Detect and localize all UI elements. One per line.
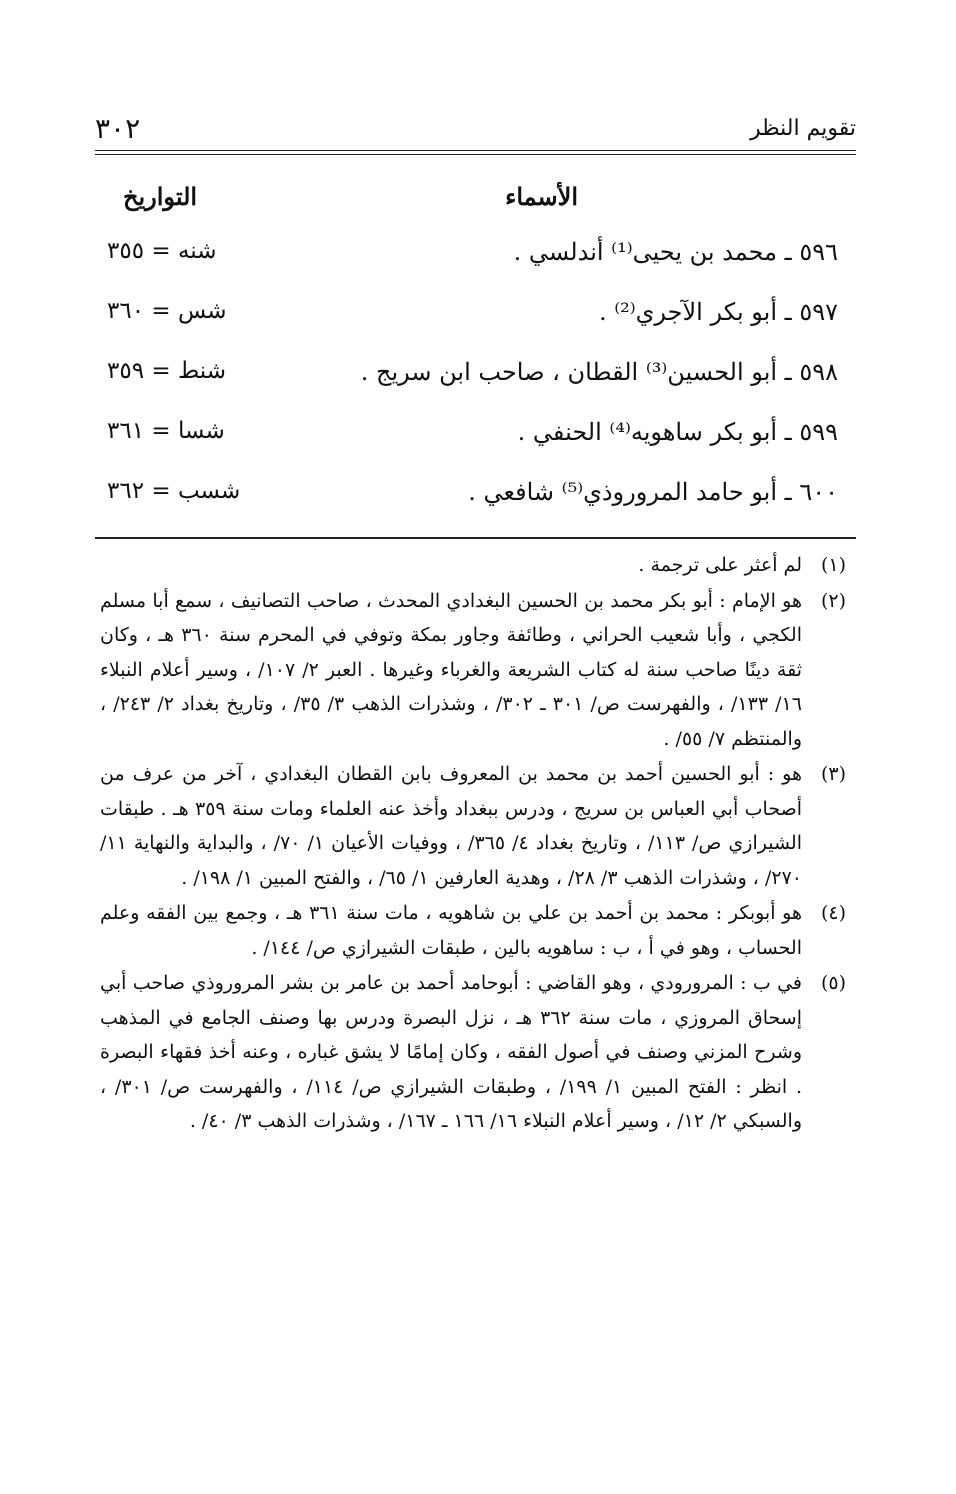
list-item [95,358,838,418]
footnote-text: هو الإمام : أبو بكر محمد بن الحسين البغدادي المحدث ، صاحب التصانيف ، سمع أبا مسلم الكجي ، وأبا شعيب الحراني ، وطائفة وجاور بمكة وتوفي في المحرم سنة ٣٦٠ هـ ، وكان ثقة دينًا صاحب سنة له كتاب الشريعة والغرباء وغيرها . العبر ٢/ ١٠٧/ ، وسير أعلام النبلاء ١٦/ ١٣٣/ ، والفهرست ص/ ٣٠١ ـ ٣٠٢/ ، وشذرات الذهب ٣/ ٣٥/ ، وتاريخ بغداد ٢/ ٢٤٣/ ، والمنتظم ٧/ ٥٥/ . [100,589,802,750]
page-number: ٣٠٢ [95,112,141,145]
footnotes [100,548,846,1140]
footnote [100,584,846,757]
footnote-marker: (١) [820,554,846,576]
list-item [95,478,838,538]
entry-name: ٥٩٨ ـ أبو الحسين⁽³⁾ القطان ، صاحب ابن سريج . [360,358,838,386]
list-item [95,298,838,358]
names-column-heading: الأسماء [505,182,578,211]
list-item [95,418,838,478]
dates-column-heading: التواريخ [123,182,198,211]
entry-date: شنه = ٣٥٥ [107,238,217,264]
footnote [100,966,846,1139]
list-item [95,238,838,298]
entry-name: ٦٠٠ ـ أبو حامد المروروذي⁽⁵⁾ شافعي . [468,478,838,506]
footnote [100,757,846,895]
entry-date: شس = ٣٦٠ [107,298,227,324]
footnote [100,548,846,583]
column-headings [95,182,856,222]
footnote-rule [95,537,856,539]
running-title: تقويم النظر [749,116,856,141]
footnote-marker: (٢) [820,589,846,612]
entries-list [95,238,838,538]
entry-date: شنط = ٣٥٩ [107,358,226,384]
footnote-text: هو أبوبكر : محمد بن أحمد بن علي بن شاهويه ، مات سنة ٣٦١ هـ ، وجمع بين الفقه وعلم الحساب ، وهو في أ ، ب : ساهويه بالين ، طبقات الشيرازي ص/ ١٤٤/ . [100,902,802,959]
entry-date: شسب = ٣٦٢ [107,478,241,504]
footnote [100,896,846,965]
footnote-marker: (٤) [820,902,846,924]
footnote-marker: (٥) [820,972,846,994]
entry-date: شسا = ٣٦١ [107,418,225,444]
footnote-text: في ب : المرورودي ، وهو القاضي : أبوحامد أحمد بن عامر بن بشر المروروذي صاحب أبي إسحاق المروزي ، مات سنة ٣٦٢ هـ ، نزل البصرة ودرس بها وصنف الجامع في المذهب وشرح المزني وصنف في أصول الفقه ، وكان إمامًا لا يشق غباره ، وعنه أخذ فقهاء البصرة . انظر : الفتح المبين ١/ ١٩٩/ ، وطبقات الشيرازي ص/ ١١٤/ ، والفهرست ص/ ٣٠١/ ، والسبكي ٢/ ١٢/ ، وسير أعلام النبلاء ١٦/ ١٦٦ ـ ١٦٧/ ، وشذرات الذهب ٣/ ٤٠/ . [100,972,802,1132]
entry-name: ٥٩٦ ـ محمد بن يحيى⁽¹⁾ أندلسي . [513,238,838,266]
footnote-text: هو : أبو الحسين أحمد بن محمد بن المعروف بابن القطان البغدادي ، آخر من عرف من أصحاب أبي العباس بن سريج ، ودرس ببغداد وأخذ عنه العلماء ومات سنة ٣٥٩ هـ . طبقات الشيرازي ص/ ١١٣/ ، وتاريخ بغداد ٤/ ٣٦٥/ ، ووفيات الأعيان ١/ ٧٠/ ، والبداية والنهاية ١١/ ٢٧٠/ ، وشذرات الذهب ٣/ ٢٨/ ، وهدية العارفين ١/ ٦٥/ ، والفتح المبين ١/ ١٩٨/ . [100,763,802,889]
entry-name: ٥٩٩ ـ أبو بكر ساهويه⁽⁴⁾ الحنفي . [517,418,838,446]
footnote-text: لم أعثر على ترجمة . [638,554,802,576]
footnote-marker: (٣) [820,763,846,785]
header-rule [95,150,856,155]
entry-name: ٥٩٧ ـ أبو بكر الآجري⁽²⁾ . [598,298,838,326]
